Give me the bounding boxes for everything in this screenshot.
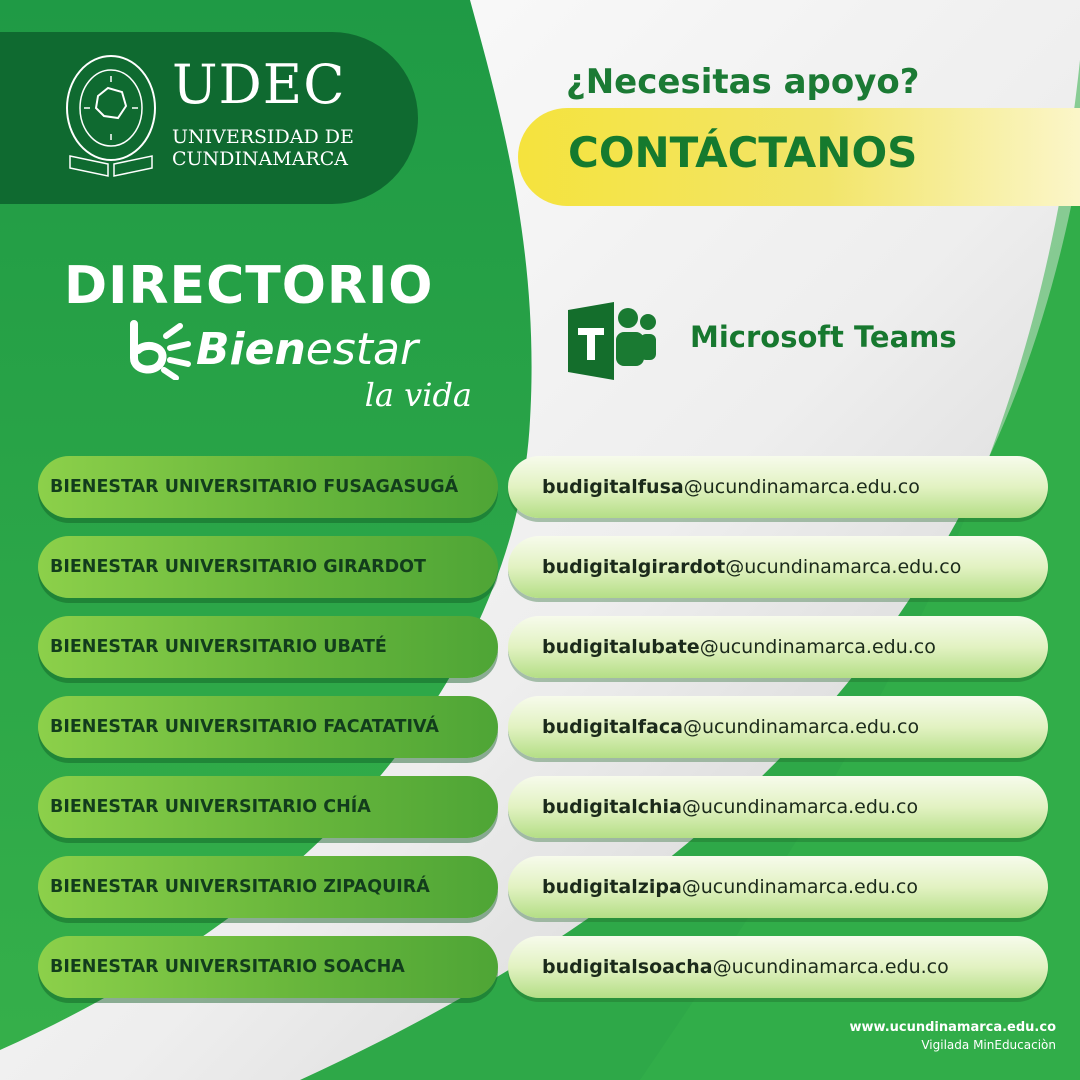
email-domain: @ucundinamarca.edu.co — [682, 716, 920, 738]
email-user: budigitalgirardot — [542, 556, 726, 578]
email-address[interactable] — [542, 696, 919, 758]
campus-name: BIENESTAR UNIVERSITARIO SOACHA — [50, 957, 405, 977]
email-address[interactable] — [542, 456, 920, 518]
microsoft-teams-label: Microsoft Teams — [690, 320, 957, 354]
directory-row — [0, 456, 1080, 518]
directory-row — [0, 776, 1080, 838]
directory-row — [0, 856, 1080, 918]
email-address[interactable] — [542, 536, 961, 598]
footer-note: Vigilada MinEducaciòn — [921, 1038, 1056, 1052]
directory-row — [0, 936, 1080, 998]
email-user: budigitalfusa — [542, 476, 684, 498]
campus-name: BIENESTAR UNIVERSITARIO FACATATIVÁ — [50, 717, 439, 737]
email-address[interactable] — [542, 936, 949, 998]
campus-pill — [38, 696, 498, 758]
bienestar-logo-icon — [128, 318, 192, 380]
bienestar-light: estar — [305, 324, 419, 375]
email-pill[interactable] — [508, 536, 1048, 598]
email-pill[interactable] — [508, 776, 1048, 838]
university-seal-icon — [64, 52, 158, 182]
email-pill[interactable] — [508, 616, 1048, 678]
bienestar-wordmark — [196, 324, 418, 375]
email-domain: @ucundinamarca.edu.co — [725, 556, 962, 578]
campus-name: BIENESTAR UNIVERSITARIO FUSAGASUGÁ — [50, 477, 459, 497]
email-user: budigitalfaca — [542, 716, 683, 738]
email-pill[interactable] — [508, 856, 1048, 918]
email-user: budigitalchia — [542, 796, 682, 818]
campus-pill — [38, 456, 498, 518]
directory-title: DIRECTORIO — [64, 256, 434, 316]
email-pill[interactable] — [508, 936, 1048, 998]
email-domain: @ucundinamarca.edu.co — [699, 636, 936, 658]
directory-row — [0, 536, 1080, 598]
email-pill[interactable] — [508, 456, 1048, 518]
campus-pill — [38, 536, 498, 598]
email-domain: @ucundinamarca.edu.co — [712, 956, 949, 978]
university-name-line2: CUNDINAMARCA — [172, 148, 349, 170]
campus-name: BIENESTAR UNIVERSITARIO CHÍA — [50, 797, 371, 817]
email-address[interactable] — [542, 856, 918, 918]
bienestar-tagline: la vida — [364, 376, 472, 414]
microsoft-teams-icon — [566, 300, 658, 382]
email-user: budigitalzipa — [542, 876, 682, 898]
email-domain: @ucundinamarca.edu.co — [683, 476, 920, 498]
campus-name: BIENESTAR UNIVERSITARIO GIRARDOT — [50, 557, 426, 577]
footer-website-link[interactable]: www.ucundinamarca.edu.co — [849, 1020, 1056, 1035]
directory-row — [0, 616, 1080, 678]
campus-name: BIENESTAR UNIVERSITARIO UBATÉ — [50, 637, 387, 657]
university-name — [172, 126, 354, 170]
udec-wordmark: UDEC — [172, 53, 346, 116]
campus-name: BIENESTAR UNIVERSITARIO ZIPAQUIRÁ — [50, 877, 430, 897]
email-domain: @ucundinamarca.edu.co — [681, 796, 919, 818]
email-domain: @ucundinamarca.edu.co — [681, 876, 918, 898]
university-name-line1: UNIVERSIDAD DE — [172, 126, 354, 148]
contact-us-label[interactable]: CONTÁCTANOS — [568, 128, 918, 177]
email-user: budigitalubate — [542, 636, 700, 658]
email-pill[interactable] — [508, 696, 1048, 758]
email-user: budigitalsoacha — [542, 956, 713, 978]
support-question: ¿Necesitas apoyo? — [566, 62, 920, 102]
email-address[interactable] — [542, 776, 918, 838]
campus-pill — [38, 616, 498, 678]
campus-pill — [38, 856, 498, 918]
bienestar-bold: Bien — [196, 324, 306, 375]
directory-row — [0, 696, 1080, 758]
email-address[interactable] — [542, 616, 936, 678]
campus-pill — [38, 936, 498, 998]
campus-pill — [38, 776, 498, 838]
